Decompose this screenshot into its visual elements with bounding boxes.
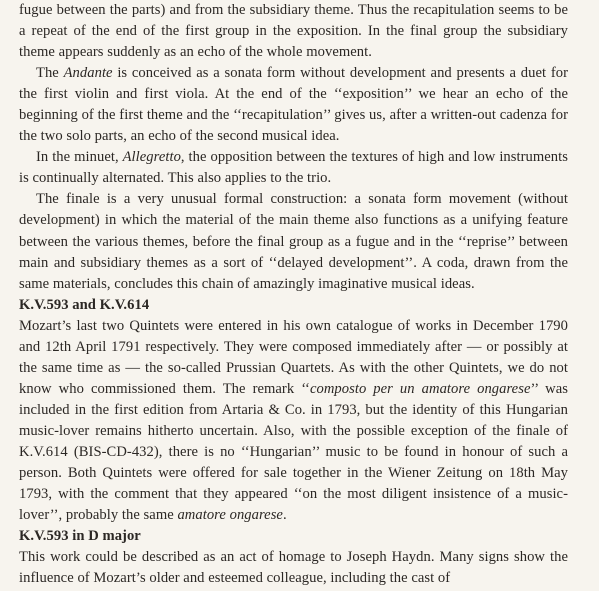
paragraph-andante: The Andante is conceived as a sonata form without development and presents a duet for the first violin and first viola. At the end of the ‘‘exposition’’ we hear an echo of the beginning of the first theme and the ‘‘recapitulation’’ gives us, after a written-out cadenza for the two solo parts, an echo of the second musical idea. [19, 65, 568, 145]
andante-term: Andante [63, 65, 113, 82]
section-heading-kv593-d-major: K.V.593 in D major [19, 528, 141, 545]
paragraph-quintets: Mozart’s last two Quintets were entered in his own catalogue of works in December 1790 and 12th April 1791 respectively. They were composed immediately after — or possibly at the same time as — the so-called Prussian Quartets. As with the other Quintets, we do not know who commissioned them. The remark ‘‘composto per un amatore ongarese’’ was included in the first edition from Artaria & Co. in 1793, but the identity of this Hungarian music-lover remains hitherto uncertain. Also, with the possible exception of the finale of K.V.614 (BIS-CD-432), there is no ‘‘Hungarian’’ music to be found in honour of such a person. Both Quintets were offered for sale together in the Wiener Zeitung on 18th May 1793, with the comment that they appeared ‘‘on the most diligent insistence of a music-lover’’, probably the same amatore ongarese. [19, 317, 568, 524]
paragraph-finale: The finale is a very unusual formal construction: a sonata form movement (without development) in which the material of the main theme also functions as a unifying feature between the various themes, before the final group as a fugue and in the ‘‘reprise’’ between main and subsidiary themes as a sort of ‘‘delayed development’’. A coda, drawn from the same materials, concludes this chain of amazingly imaginative musical ideas. [19, 191, 568, 292]
document-body [19, 0, 568, 589]
paragraph-fugue: fugue between the parts) and from the subsidiary theme. Thus the recapitulation seems to be a repeat of the end of the first group in the exposition. In the final group the subsidiary theme appears suddenly as an echo of the whole movement. [19, 2, 568, 61]
paragraph-minuet: In the minuet, Allegretto, the opposition between the textures of high and low instruments is continually alternated. This also applies to the trio. [19, 149, 568, 187]
allegretto-term: Allegretto [122, 149, 181, 166]
section-heading-kv593-kv614: K.V.593 and K.V.614 [19, 296, 150, 313]
amatore-term: amatore ongarese [177, 507, 283, 524]
composto-quote: composto per un amatore ongarese [309, 380, 531, 397]
paragraph-haydn: This work could be described as an act of homage to Joseph Haydn. Many signs show the influence of Mozart’s older and esteemed colleague, including the cast of [19, 549, 568, 587]
